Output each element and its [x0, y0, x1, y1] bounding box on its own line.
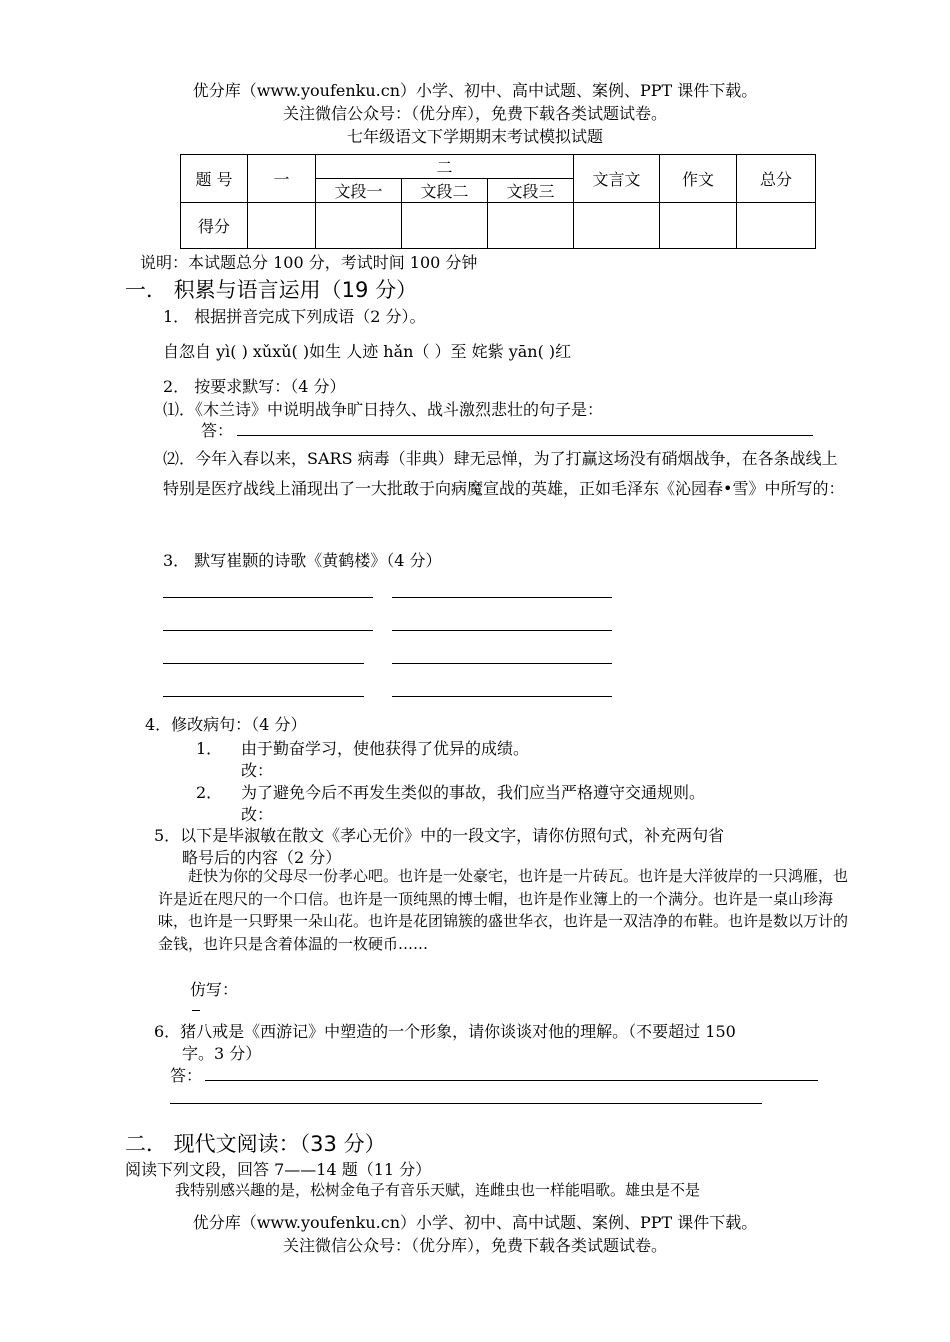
q3-prompt: 3． 默写崔颢的诗歌《黄鹤楼》（4 分） — [163, 551, 442, 570]
score-table — [180, 154, 816, 249]
score-cell[interactable] — [402, 203, 488, 249]
q6-answer-line[interactable] — [205, 1080, 818, 1081]
poem-line[interactable] — [163, 630, 373, 631]
q4-1-sentence: 由于勤奋学习，使他获得了优异的成绩。 — [241, 739, 530, 758]
q2-2: ⑵．今年入春以来，SARS 病毒（非典）肆无忌惮，为了打赢这场没有硝烟战争，在各条战线上特别是医疗战线上涌现出了一大批敢于向病魔宣战的英雄，正如毛泽东《沁园春•雪》中所写的： — [163, 449, 845, 498]
q2-1: ⑴．《木兰诗》中说明战争旷日持久、战斗激烈悲壮的句子是： — [163, 400, 604, 419]
q6-answer-label: 答： — [170, 1066, 203, 1085]
score-table-label: 题 号 — [181, 155, 248, 203]
header-line-2: 关注微信公众号：（优分库），免费下载各类试题试卷。 — [282, 104, 667, 123]
score-col-classical: 文言文 — [574, 155, 660, 203]
score-cell[interactable] — [737, 203, 816, 249]
q4-2-sentence: 为了避免今后不再发生类似的事故，我们应当严格遵守交通规则。 — [241, 783, 706, 802]
q4-2-number: 2． — [196, 783, 223, 802]
q4-1-fix-label: 改： — [241, 761, 274, 780]
score-cell[interactable] — [316, 203, 402, 249]
header-line-1: 优分库（www.youfenku.cn）小学、初中、高中试题、案例、PPT 课件下载。 — [192, 81, 758, 100]
score-row-label: 得分 — [181, 203, 248, 249]
q5-answer-line[interactable] — [192, 1010, 200, 1011]
q2-1-answer-line[interactable] — [237, 435, 813, 436]
reading-passage-line: 我特别感兴趣的是，松树金龟子有音乐天赋，连雌虫也一样能唱歌。雄虫是不是 — [175, 1181, 701, 1199]
q2-prompt: 2． 按要求默写：（4 分） — [163, 377, 346, 396]
section-2-title: 二． 现代文阅读：（33 分） — [125, 1132, 386, 1156]
q6-answer-line[interactable] — [170, 1103, 762, 1104]
q5-prompt-line-2: 略号后的内容（2 分） — [182, 848, 342, 867]
q5-imitate-label: 仿写： — [190, 980, 239, 999]
exam-title: 七年级语文下学期期末考试模拟试题 — [346, 127, 603, 146]
poem-line[interactable] — [163, 696, 364, 697]
score-col-1: 一 — [248, 155, 316, 203]
q5-passage: 赶快为你的父母尽一份孝心吧。也许是一处豪宅，也许是一片砖瓦。也许是大洋彼岸的一只鸿雁，也许是近在咫尺的一个口信。也许是一顶纯黑的博士帽，也许是作业簿上的一个满分。也许是一桌山珍海味，也许是一只野果一朵山花。也许是花团锦簇的盛世华衣，也许是一双洁净的布鞋。也许是数以万计的金钱，也许只是含着体温的一枚硬币…… — [158, 867, 849, 953]
score-col-2: 二 — [316, 155, 574, 179]
score-cell[interactable] — [660, 203, 737, 249]
score-col-essay: 作文 — [660, 155, 737, 203]
score-sub-2: 文段二 — [402, 179, 488, 203]
poem-line[interactable] — [163, 663, 364, 664]
score-cell[interactable] — [574, 203, 660, 249]
score-col-total: 总分 — [737, 155, 816, 203]
poem-line[interactable] — [392, 597, 612, 598]
q4-prompt: 4．修改病句：（4 分） — [145, 715, 307, 734]
exam-note: 说明：本试题总分 100 分，考试时间 100 分钟 — [140, 253, 478, 272]
q1-items: 自忽自 yì( ) xǔxǔ( )如生 人迹 hǎn（ ）至 姹紫 yān( )红 — [163, 342, 572, 361]
q4-1-number: 1． — [196, 739, 223, 758]
section-1-title: 一． 积累与语言运用（19 分） — [125, 278, 418, 302]
q1-prompt: 1． 根据拼音完成下列成语（2 分）。 — [163, 307, 426, 326]
poem-line[interactable] — [392, 696, 612, 697]
q6-prompt-line-1: 6．猪八戒是《西游记》中塑造的一个形象，请你谈谈对他的理解。（不要超过 150 — [154, 1022, 736, 1041]
score-sub-1: 文段一 — [316, 179, 402, 203]
score-cell[interactable] — [248, 203, 316, 249]
poem-line[interactable] — [392, 630, 612, 631]
footer-line-1: 优分库（www.youfenku.cn）小学、初中、高中试题、案例、PPT 课件下载。 — [192, 1213, 758, 1232]
section-2-intro: 阅读下列文段，回答 7——14 题（11 分） — [125, 1160, 432, 1179]
q6-prompt-line-2: 字。3 分） — [182, 1044, 262, 1063]
poem-line[interactable] — [392, 663, 612, 664]
score-cell[interactable] — [488, 203, 574, 249]
q4-2-fix-label: 改： — [241, 805, 274, 824]
poem-line[interactable] — [163, 597, 373, 598]
q5-prompt-line-1: 5．以下是毕淑敏在散文《孝心无价》中的一段文字，请你仿照句式，补充两句省 — [154, 826, 725, 845]
score-sub-3: 文段三 — [488, 179, 574, 203]
q2-1-answer-label: 答： — [201, 421, 234, 440]
footer-line-2: 关注微信公众号：（优分库），免费下载各类试题试卷。 — [282, 1236, 667, 1255]
